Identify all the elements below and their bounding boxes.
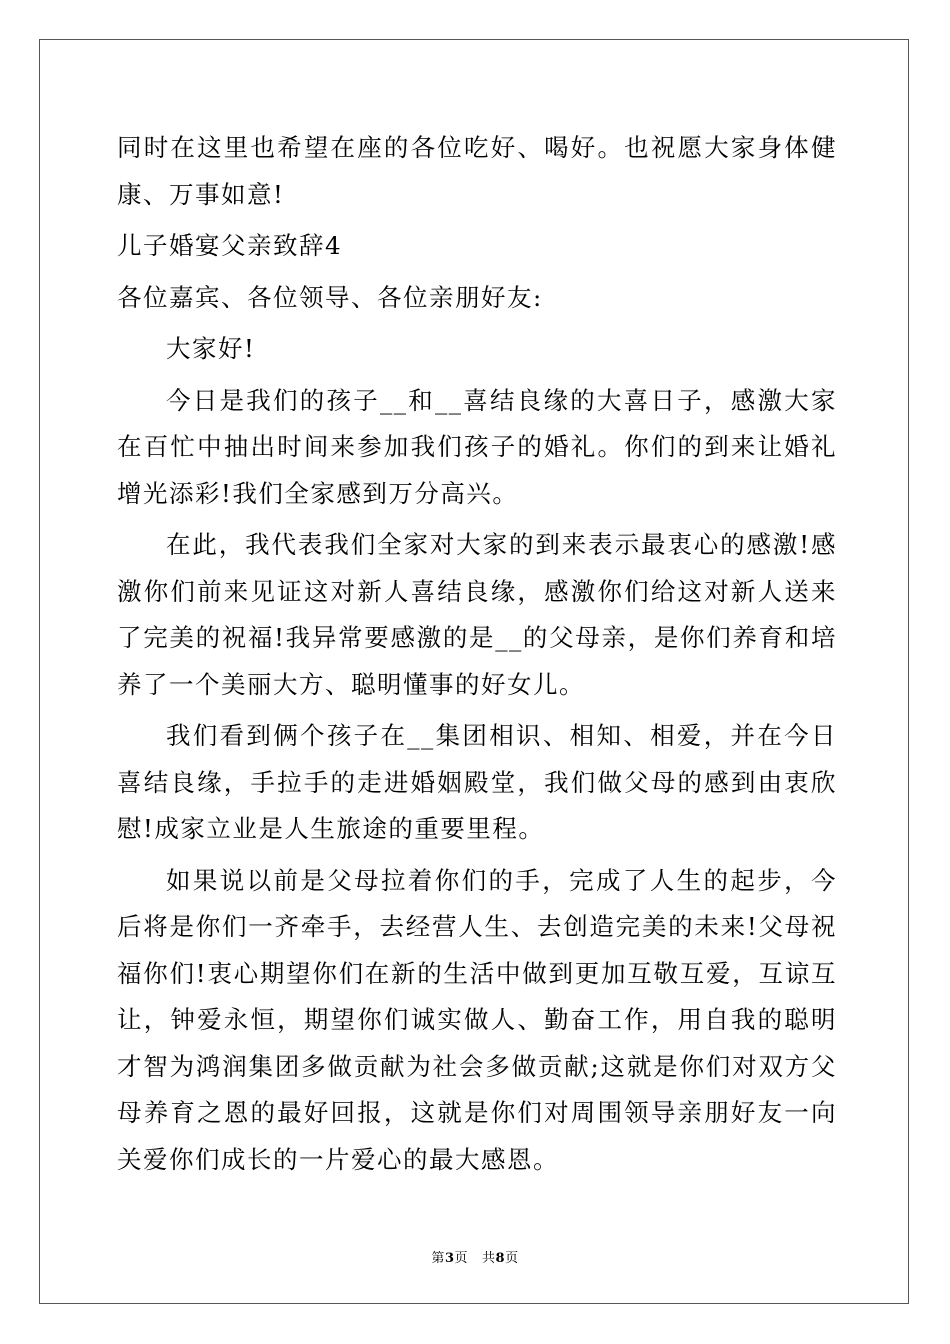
- total-pages-suffix: 页: [505, 1251, 519, 1266]
- greeting: 大家好!: [166, 334, 256, 363]
- document-body: [117, 125, 837, 1188]
- total-pages-prefix: 共: [482, 1251, 496, 1266]
- paragraph-closing-wishes: 同时在这里也希望在座的各位吃好、喝好。也祝愿大家身体健康、万事如意!: [117, 133, 837, 209]
- total-pages-number: 8: [495, 1251, 506, 1266]
- page-footer: [0, 1247, 950, 1266]
- paragraph-blessing: 如果说以前是父母拉着你们的手，完成了人生的起步，今后将是你们一齐牵手，去经营人生、去创造完美的未来!父母祝福你们!衷心期望你们在新的生活中做到更加互敬互爱，互谅互让，钟爱永恒，期望你们诚实做人、勤奋工作，用自我的聪明才智为鸿润集团多做贡献为社会多做贡献;这就是你们对双方父母养育之恩的最好回报，这就是你们对周围领导亲朋好友一向关爱你们成长的一片爱心的最大感恩。: [117, 865, 837, 1174]
- current-page-number: 3: [444, 1251, 455, 1266]
- page-number-suffix: 页: [454, 1251, 468, 1266]
- page-number-prefix: 第: [431, 1251, 445, 1266]
- paragraph-opening: 今日是我们的孩子__和__喜结良缘的大喜日子，感激大家在百忙中抽出时间来参加我们孩子的婚礼。你们的到来让婚礼增光添彩!我们全家感到万分高兴。: [117, 385, 837, 508]
- section-heading: 儿子婚宴父亲致辞4: [117, 231, 343, 260]
- paragraph-couple: 我们看到俩个孩子在__集团相识、相知、相爱，并在今日喜结良缘，手拉手的走进婚姻殿堂，我们做父母的感到由衷欣慰!成家立业是人生旅途的重要里程。: [117, 721, 837, 843]
- paragraph-thanks: 在此，我代表我们全家对大家的到来表示最衷心的感激!感激你们前来见证这对新人喜结良缘，感激你们给这对新人送来了完美的祝福!我异常要感激的是__的父母亲，是你们养育和培养了一个美丽大方、聪明懂事的好女儿。: [117, 530, 837, 699]
- salutation: 各位嘉宾、各位领导、各位亲朋好友:: [117, 282, 543, 312]
